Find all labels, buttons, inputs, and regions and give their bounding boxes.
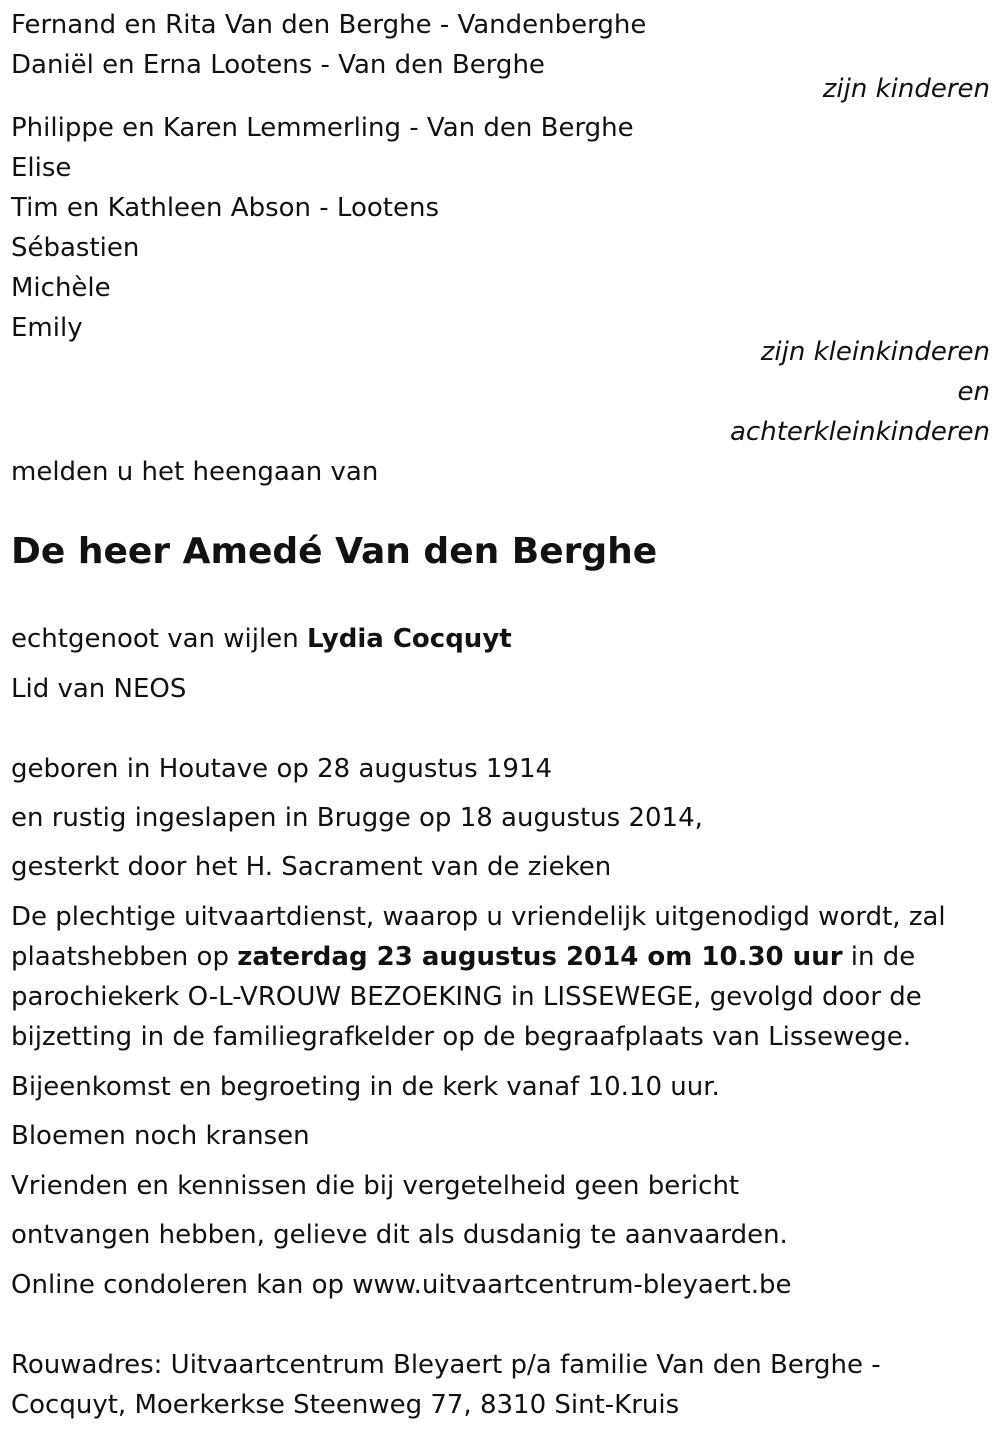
grandchild-line: Emily (11, 313, 83, 343)
great-grandchildren-label: achterkleinkinderen (730, 417, 990, 447)
member-line: Lid van NEOS (11, 674, 187, 704)
children-label: zijn kinderen (822, 74, 990, 104)
children-line-2: Daniël en Erna Lootens - Van den Berghe (11, 50, 545, 80)
sacrament-line: gesterkt door het H. Sacrament van de zieken (11, 852, 612, 882)
online-condolence-line: Online condoleren kan op www.uitvaartcentrum-bleyaert.be (11, 1270, 792, 1300)
spouse-prefix: echtgenoot van wijlen (11, 624, 299, 654)
spouse-line (11, 619, 512, 659)
service-text-2: in de parochiekerk O-L-VROUW BEZOEKING in LISSEWEGE, gevolgd door de bijzetting in de familiegrafkelder op de begraafplaats van Lissewege. (11, 942, 922, 1052)
grandchild-line: Elise (11, 153, 72, 183)
friends-line-2: ontvangen hebben, gelieve dit als dusdanig te aanvaarden. (11, 1220, 788, 1250)
spouse-name: Lydia Cocquyt (306, 624, 512, 654)
grandchild-line: Michèle (11, 273, 111, 303)
funeral-service-paragraph (11, 897, 986, 1057)
service-datetime: zaterdag 23 augustus 2014 om 10.30 uur (237, 942, 843, 972)
deceased-name: De heer Amedé Van den Berghe (11, 531, 658, 572)
grandchild-line: Sébastien (11, 233, 140, 263)
grandchildren-label: zijn kleinkinderen (760, 337, 990, 367)
friends-line-1: Vrienden en kennissen die bij vergetelheid geen bericht (11, 1171, 740, 1201)
birth-line: geboren in Houtave op 28 augustus 1914 (11, 754, 553, 784)
death-line: en rustig ingeslapen in Brugge op 18 augustus 2014, (11, 803, 703, 833)
grandchild-line: Tim en Kathleen Abson - Lootens (11, 193, 439, 223)
gathering-line: Bijeenkomst en begroeting in de kerk vanaf 10.10 uur. (11, 1072, 720, 1102)
service-text-1: De plechtige uitvaartdienst, waarop u vriendelijk uitgenodigd wordt, zal plaatshebben op (11, 902, 946, 972)
grandchildren-label-and: en (957, 377, 990, 407)
announcement: melden u het heengaan van (11, 457, 379, 487)
flowers-line: Bloemen noch kransen (11, 1121, 310, 1151)
grandchild-line: Philippe en Karen Lemmerling - Van den Berghe (11, 113, 634, 143)
mourning-address: Rouwadres: Uitvaartcentrum Bleyaert p/a familie Van den Berghe - Cocquyt, Moerkerkse Steenweg 77, 8310 Sint-Kruis (11, 1350, 881, 1420)
children-line-1: Fernand en Rita Van den Berghe - Vandenberghe (11, 10, 647, 40)
